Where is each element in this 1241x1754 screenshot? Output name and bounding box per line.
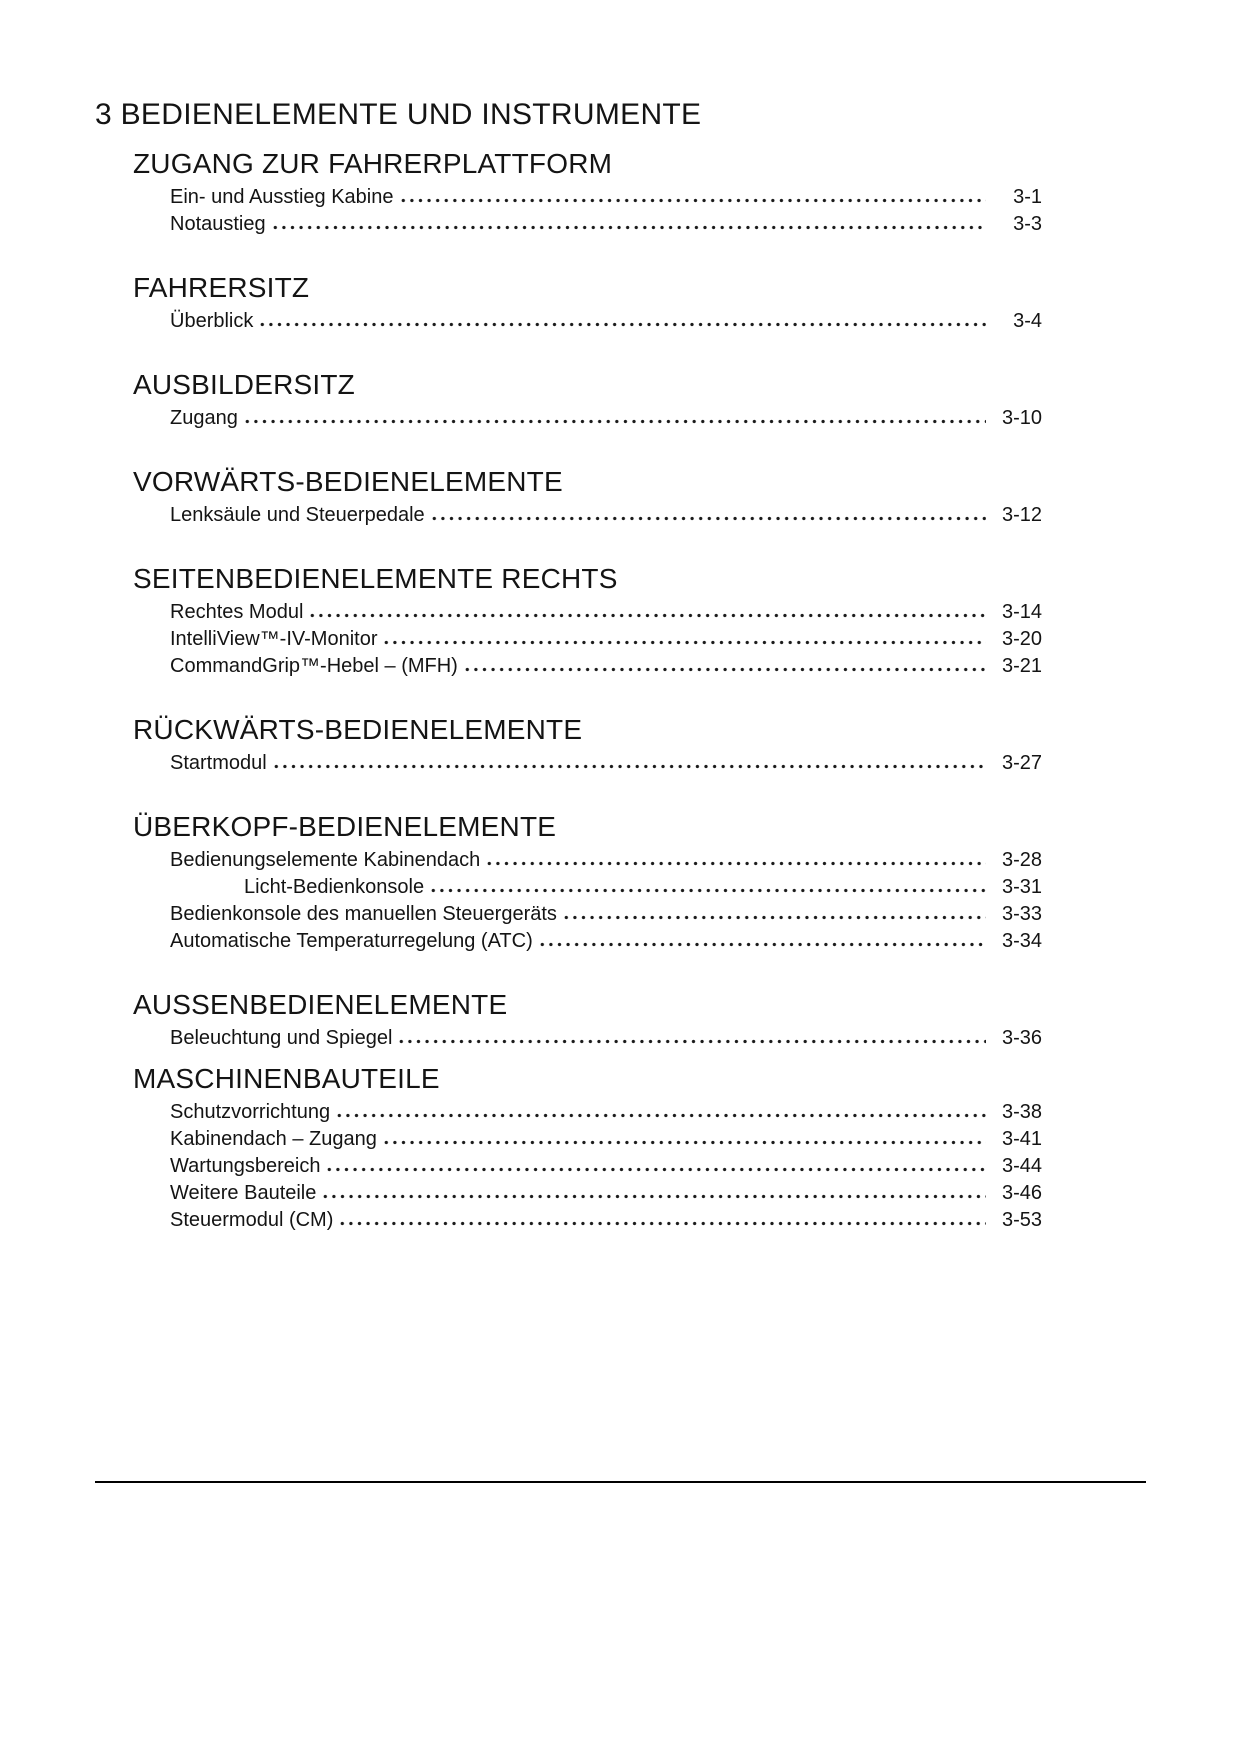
toc-entry-label: Lenksäule und Steuerpedale xyxy=(170,504,425,526)
toc-entry-label: Zugang xyxy=(170,407,238,429)
chapter-title: 3 BEDIENELEMENTE UND INSTRUMENTE xyxy=(95,98,702,131)
dot-leader xyxy=(380,1140,986,1145)
toc-entry-label: Steuermodul (CM) xyxy=(170,1209,334,1231)
dot-leader xyxy=(461,667,986,672)
toc-entry xyxy=(170,308,1042,335)
dot-leader xyxy=(560,915,986,920)
toc-section xyxy=(95,147,1042,238)
toc-entry-label: Wartungsbereich xyxy=(170,1155,321,1177)
toc-entry-label: Überblick xyxy=(170,310,254,332)
toc-entry xyxy=(170,599,1042,626)
toc-entry-page: 3-34 xyxy=(1001,930,1042,952)
dot-leader xyxy=(270,764,986,769)
dot-leader xyxy=(306,613,986,618)
toc-section xyxy=(95,713,1042,777)
dot-leader xyxy=(397,198,987,203)
section-title: ZUGANG ZUR FAHRERPLATTFORM xyxy=(133,148,613,179)
section-title: FAHRERSITZ xyxy=(133,272,310,303)
section-title: RÜCKWÄRTS-BEDIENELEMENTE xyxy=(133,714,583,745)
table-of-contents xyxy=(95,96,1042,1234)
dot-leader xyxy=(380,640,986,645)
toc-section xyxy=(95,988,1042,1052)
toc-entry xyxy=(170,750,1042,777)
section-title: VORWÄRTS-BEDIENELEMENTE xyxy=(133,466,563,497)
toc-entry-page: 3-4 xyxy=(1013,310,1042,332)
toc-entry-label: Beleuchtung und Spiegel xyxy=(170,1027,393,1049)
toc-entry-label: Bedienungselemente Kabinendach xyxy=(170,849,481,871)
dot-leader xyxy=(336,1221,986,1226)
section-title: SEITENBEDIENELEMENTE RECHTS xyxy=(133,563,618,594)
toc-entry xyxy=(170,184,1042,211)
toc-entry-page: 3-10 xyxy=(1001,407,1042,429)
toc-entry-label: Automatische Temperaturregelung (ATC) xyxy=(170,930,533,952)
toc-entry-page: 3-44 xyxy=(1001,1155,1042,1177)
section-title: AUSBILDERSITZ xyxy=(133,369,355,400)
toc-section xyxy=(95,368,1042,432)
toc-entry-label: Notaustieg xyxy=(170,213,266,235)
toc-entry xyxy=(170,1099,1042,1126)
toc-entry-page: 3-31 xyxy=(1001,876,1042,898)
dot-leader xyxy=(395,1039,986,1044)
toc-entry-label: Ein- und Ausstieg Kabine xyxy=(170,186,394,208)
toc-entry-page: 3-41 xyxy=(1001,1128,1042,1150)
dot-leader xyxy=(269,225,986,230)
toc-entry-label: IntelliView™-IV-Monitor xyxy=(170,628,378,650)
toc-entry xyxy=(170,1025,1042,1052)
dot-leader xyxy=(483,861,986,866)
toc-entry-label: Weitere Bauteile xyxy=(170,1182,317,1204)
toc-section xyxy=(95,562,1042,680)
toc-entry-label: Rechtes Modul xyxy=(170,601,304,623)
footer-divider xyxy=(95,1481,1146,1483)
toc-entry-page: 3-33 xyxy=(1001,903,1042,925)
toc-entry xyxy=(170,874,1042,901)
toc-entry xyxy=(170,901,1042,928)
toc-entry-page: 3-14 xyxy=(1001,601,1042,623)
toc-entry-page: 3-38 xyxy=(1001,1101,1042,1123)
toc-entry-label: Licht-Bedienkonsole xyxy=(244,876,425,898)
toc-entry-page: 3-21 xyxy=(1001,655,1042,677)
toc-section xyxy=(95,1062,1042,1234)
toc-entry xyxy=(170,928,1042,955)
toc-entry-page: 3-20 xyxy=(1001,628,1042,650)
section-title: AUSSENBEDIENELEMENTE xyxy=(133,989,508,1020)
toc-section xyxy=(95,465,1042,529)
toc-entry xyxy=(170,1153,1042,1180)
toc-section xyxy=(95,271,1042,335)
toc-entry-page: 3-28 xyxy=(1001,849,1042,871)
toc-entry xyxy=(170,1126,1042,1153)
toc-entry xyxy=(170,1207,1042,1234)
toc-entry-label: Bedienkonsole des manuellen Steuergeräts xyxy=(170,903,557,925)
toc-entry-label: Startmodul xyxy=(170,752,267,774)
toc-entry-page: 3-46 xyxy=(1001,1182,1042,1204)
section-title: ÜBERKOPF-BEDIENELEMENTE xyxy=(133,811,557,842)
toc-section xyxy=(95,810,1042,955)
toc-entry-label: CommandGrip™-Hebel – (MFH) xyxy=(170,655,458,677)
toc-entry xyxy=(170,211,1042,238)
toc-entry xyxy=(170,626,1042,653)
toc-entry-page: 3-1 xyxy=(1013,186,1042,208)
dot-leader xyxy=(428,516,986,521)
toc-entry-page: 3-53 xyxy=(1001,1209,1042,1231)
toc-entry xyxy=(170,405,1042,432)
toc-entry-page: 3-27 xyxy=(1001,752,1042,774)
dot-leader xyxy=(256,322,986,327)
dot-leader xyxy=(319,1194,986,1199)
toc-entry-page: 3-36 xyxy=(1001,1027,1042,1049)
toc-entry-label: Kabinendach – Zugang xyxy=(170,1128,377,1150)
toc-entry xyxy=(170,1180,1042,1207)
toc-entry xyxy=(170,502,1042,529)
toc-entry-page: 3-12 xyxy=(1001,504,1042,526)
toc-entry xyxy=(170,653,1042,680)
dot-leader xyxy=(333,1113,986,1118)
dot-leader xyxy=(241,419,986,424)
toc-entry-label: Schutzvorrichtung xyxy=(170,1101,331,1123)
dot-leader xyxy=(427,888,986,893)
toc-entry-page: 3-3 xyxy=(1013,213,1042,235)
dot-leader xyxy=(536,942,986,947)
dot-leader xyxy=(323,1167,986,1172)
toc-entry xyxy=(170,847,1042,874)
section-title: MASCHINENBAUTEILE xyxy=(133,1063,440,1094)
